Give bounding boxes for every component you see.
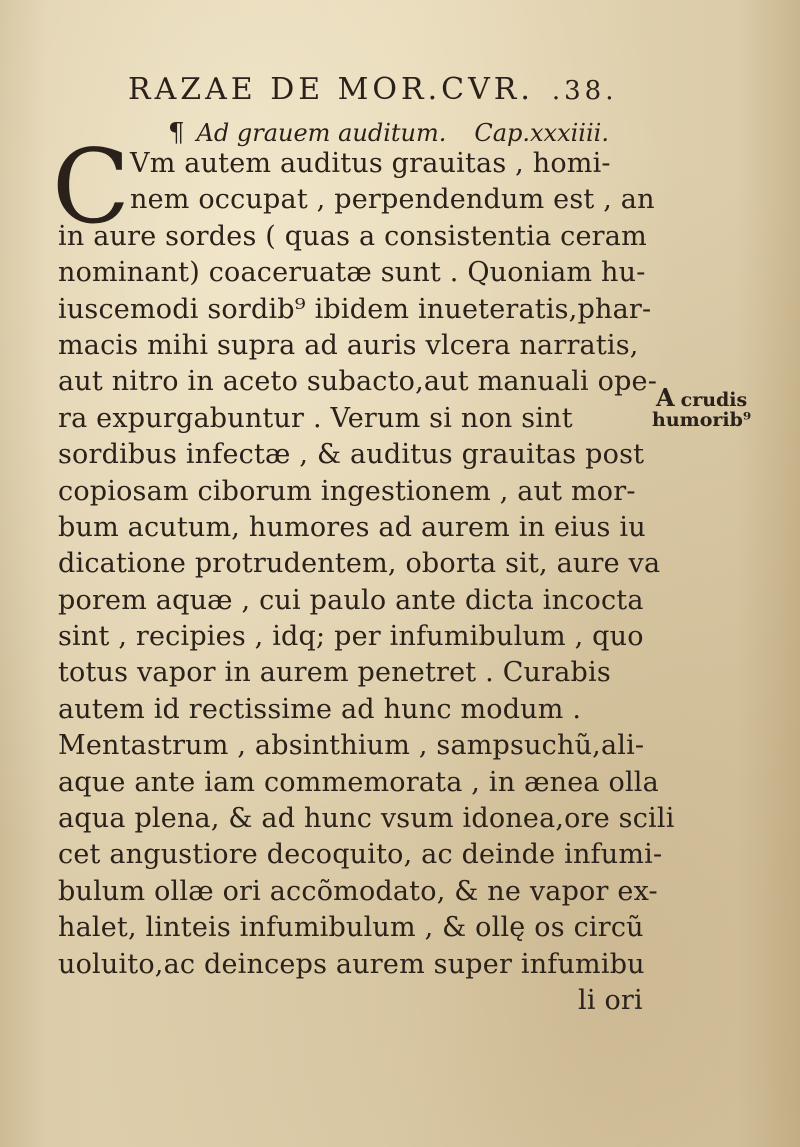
text-line: in aure sordes ( quas a consistentia ceram	[58, 220, 647, 252]
running-head-title: RAZAE DE MOR.CVR.	[128, 72, 534, 107]
body-text	[58, 146, 675, 1019]
text-line: macis mihi supra ad auris vlcera narratis,	[58, 329, 639, 361]
margin-note	[652, 383, 800, 431]
running-head	[128, 72, 648, 107]
text-line: aque ante iam commemorata , in ænea olla	[58, 766, 659, 798]
pilcrow-mark: ¶	[168, 118, 185, 148]
chapter-title: Ad grauem auditum.	[196, 119, 447, 147]
text-line: iuscemodi sordib⁹ ibidem inueteratis,phar-	[58, 293, 652, 325]
text-line: halet, linteis infumibulum , & ollę os circũ	[58, 912, 644, 944]
margin-note-initial: A	[656, 383, 675, 412]
text-line: sint , recipies , idq; per infumibulum , quo	[58, 621, 644, 653]
text-line: porem aquæ , cui paulo ante dicta incocta	[58, 584, 644, 616]
text-line: aut nitro in aceto subacto,aut manuali ope-	[58, 366, 658, 398]
text-line: uoluito,ac deinceps aurem super infumibu	[58, 948, 645, 980]
text-line: aqua plena, & ad hunc vsum idonea,ore scili	[58, 803, 675, 835]
text-line: Mentastrum , absinthium , sampsuchũ,ali-	[58, 730, 645, 762]
text-line: cet angustiore decoquito, ac deinde infumi-	[58, 839, 663, 871]
drop-cap-initial: C	[52, 128, 131, 247]
folio-number: .38.	[551, 76, 618, 106]
text-line: totus vapor in aurem penetret . Curabis	[58, 657, 611, 689]
margin-note-word: crudis	[680, 389, 748, 411]
text-line: sordibus infectæ , & auditus grauitas post	[58, 439, 645, 471]
chapter-number: Cap.xxxiiii.	[474, 119, 609, 147]
text-line: Vm autem auditus grauitas , homi-	[130, 148, 611, 179]
text-line: bum acutum, humores ad aurem in eius iu	[58, 511, 646, 543]
text-line: autem id rectissime ad hunc modum .	[58, 693, 582, 725]
margin-note-line: humorib⁹	[652, 409, 752, 431]
text-line: bulum ollæ ori accõmodato, & ne vapor ex-	[58, 875, 658, 907]
text-line: dicatione protrudentem, oborta sit, aure va	[58, 548, 661, 580]
text-line: nem occupat , perpendendum est , an	[130, 184, 655, 216]
text-line: ra expurgabuntur . Verum si non sint	[58, 402, 573, 434]
text-line-catchword: li ori	[578, 984, 643, 1016]
chapter-heading	[168, 118, 609, 148]
text-line: copiosam ciborum ingestionem , aut mor-	[58, 475, 636, 507]
text-line: nominant) coaceruatæ sunt . Quoniam hu-	[58, 257, 646, 289]
